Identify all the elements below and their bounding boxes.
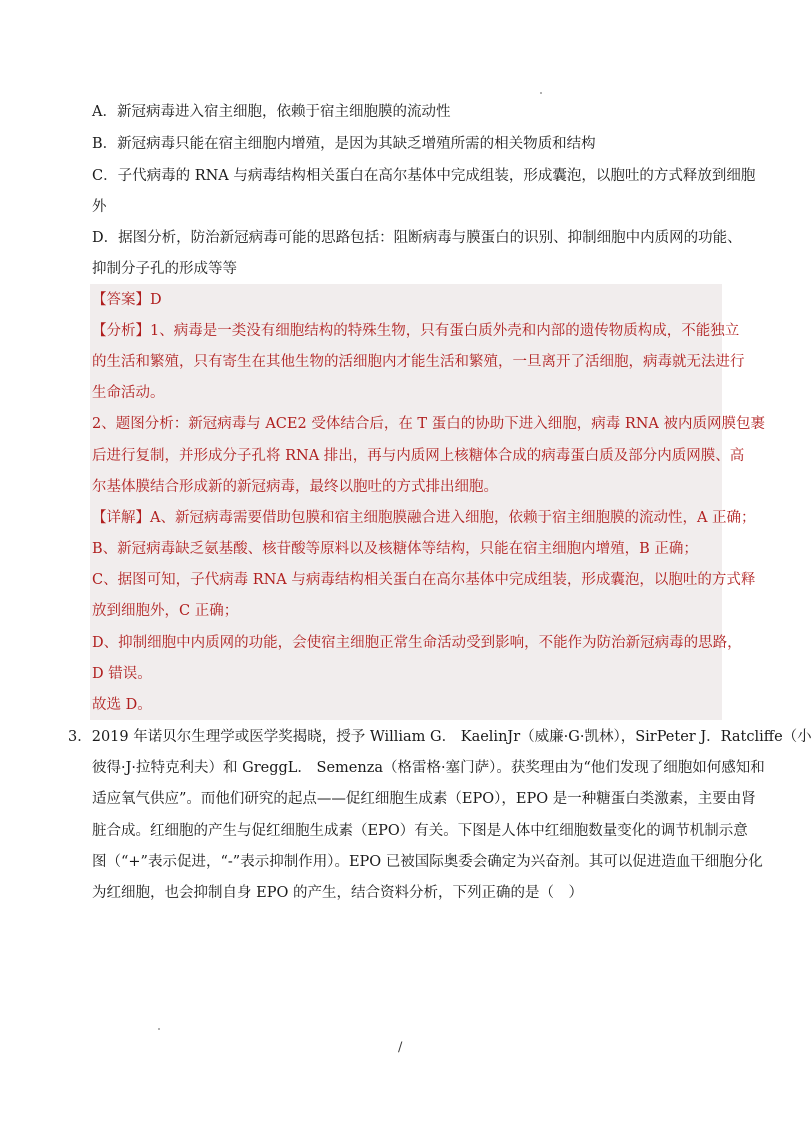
question3-line-4: 脏合成。红细胞的产生与促红细胞生成素（EPO）有关。下图是人体中红细胞数量变化的调节机制示意 (92, 823, 748, 839)
question3-line-2: 彼得·J·拉特克利夫）和 GreggL． Semenza（格雷格·塞门萨）。获奖理由为“他们发现了细胞如何感知和 (92, 760, 765, 776)
details-line-2: B、新冠病毒缺乏氨基酸、核苷酸等原料以及核糖体等结构，只能在宿主细胞内增殖，B 正确； (92, 541, 698, 557)
page-number: / (398, 1040, 403, 1055)
details-label: 【详解】 (92, 510, 150, 526)
option-a: A．新冠病毒进入宿主细胞，依赖于宿主细胞膜的流动性 (92, 104, 451, 120)
option-d-cont: 抑制分子孔的形成等等 (92, 261, 237, 277)
question3-line-3: 适应氧气供应”。而他们研究的起点——促红细胞生成素（EPO），EPO 是一种糖蛋白类激素，主要由肾 (92, 791, 756, 807)
details-line-3: C、据图可知，子代病毒 RNA 与病毒结构相关蛋白在高尔基体中完成组装，形成囊泡，以胞吐的方式释 (92, 572, 756, 588)
analysis-label: 【分析】 (92, 323, 150, 339)
analysis-line-2: 的生活和繁殖，只有寄生在其他生物的活细胞内才能生活和繁殖，一旦离开了活细胞，病毒就无法进行 (92, 354, 745, 370)
option-b: B．新冠病毒只能在宿主细胞内增殖，是因为其缺乏增殖所需的相关物质和结构 (92, 136, 596, 152)
answer-value: D (150, 292, 162, 308)
details-line-4: 放到细胞外，C 正确； (92, 603, 239, 619)
analysis-line-4: 2、题图分析：新冠病毒与 ACE2 受体结合后，在 T 蛋白的协助下进入细胞，病毒 RNA 被内质网膜包裹 (92, 416, 766, 432)
answer-line (92, 290, 732, 310)
scan-speck (540, 92, 542, 94)
analysis-line-1 (92, 321, 740, 341)
option-c-cont: 外 (92, 199, 107, 215)
answer-label: 【答案】 (92, 292, 150, 308)
question3-line-1: 3．2019 年诺贝尔生理学或医学奖揭晓，授予 William G． KaelinJr（威廉·G·凯林），SirPeter J．Ratcliffe（小 (68, 729, 812, 745)
answer-panel (90, 284, 722, 720)
analysis-line-3: 生命活动。 (92, 385, 165, 401)
analysis-line-6: 尔基体膜结合形成新的新冠病毒，最终以胞吐的方式排出细胞。 (92, 479, 498, 495)
details-line-5: D、抑制细胞中内质网的功能，会使宿主细胞正常生命活动受到影响，不能作为防治新冠病毒的思路， (92, 635, 742, 651)
details-line-7: 故选 D。 (92, 697, 152, 713)
question3-line-5: 图（“+”表示促进，“-”表示抑制作用）。EPO 已被国际奥委会确定为兴奋剂。其可以促进造血干细胞分化 (92, 854, 763, 870)
scan-speck (158, 1028, 160, 1030)
details-text-1: A、新冠病毒需要借助包膜和宿主细胞膜融合进入细胞，依赖于宿主细胞膜的流动性，A 正确； (150, 510, 756, 526)
option-d: D．据图分析，防治新冠病毒可能的思路包括：阻断病毒与膜蛋白的识别、抑制细胞中内质网的功能、 (92, 230, 742, 246)
analysis-line-5: 后进行复制，并形成分子孔将 RNA 排出，再与内质网上核糖体合成的病毒蛋白质及部分内质网膜、高 (92, 448, 745, 464)
option-c: C．子代病毒的 RNA 与病毒结构相关蛋白在高尔基体中完成组装，形成囊泡，以胞吐的方式释放到细胞 (92, 168, 756, 184)
details-line-1 (92, 508, 756, 528)
analysis-text-1: 1、病毒是一类没有细胞结构的特殊生物，只有蛋白质外壳和内部的遗传物质构成，不能独立 (150, 323, 740, 339)
question3-line-6: 为红细胞，也会抑制自身 EPO 的产生，结合资料分析，下列正确的是（ ） (92, 885, 583, 901)
details-line-6: D 错误。 (92, 666, 152, 682)
